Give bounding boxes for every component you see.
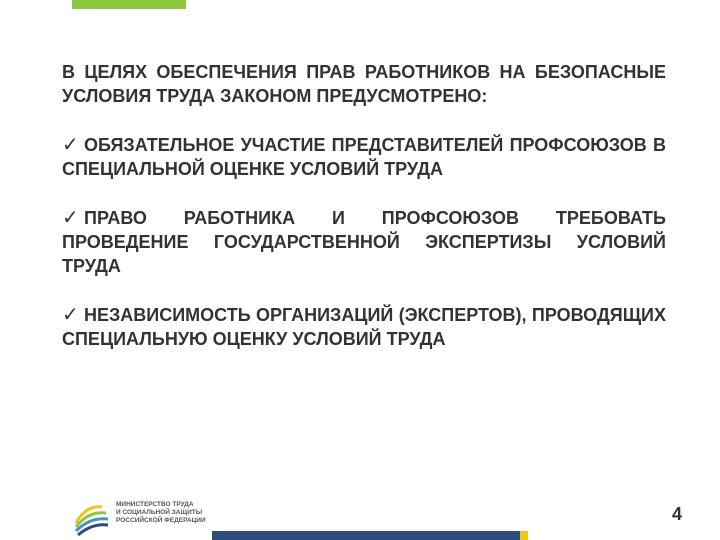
ministry-logo <box>72 497 232 537</box>
logo-line-2: И СОЦИАЛЬНОЙ ЗАЩИТЫ <box>116 509 203 516</box>
slide-content <box>62 60 666 375</box>
checkmark-icon: ✓ <box>62 302 79 326</box>
footer-bar-accent <box>520 531 528 540</box>
top-accent-bar <box>72 0 186 9</box>
logo-line-3: РОССИЙСКОЙ ФЕДЕРАЦИИ <box>116 517 206 524</box>
bullet-text-2: ПРАВО РАБОТНИКА И ПРОФСОЮЗОВ ТРЕБОВАТЬ ПРОВЕДЕНИЕ ГОСУДАРСТВЕННОЙ ЭКСПЕРТИЗЫ УСЛОВИЙ ТРУДА <box>62 208 666 276</box>
bullet-text-3: НЕЗАВИСИМОСТЬ ОРГАНИЗАЦИЙ (ЭКСПЕРТОВ), ПРОВОДЯЩИХ СПЕЦИАЛЬНУЮ ОЦЕНКУ УСЛОВИЙ ТРУДА <box>62 305 666 349</box>
checkmark-icon: ✓ <box>62 132 79 156</box>
bullet-item-1 <box>62 132 666 181</box>
intro-text: В ЦЕЛЯХ ОБЕСПЕЧЕНИЯ ПРАВ РАБОТНИКОВ НА БЕЗОПАСНЫЕ УСЛОВИЯ ТРУДА ЗАКОНОМ ПРЕДУСМОТРЕНО: <box>62 62 666 106</box>
footer-bar <box>212 531 520 540</box>
checkmark-icon: ✓ <box>62 205 79 229</box>
bullet-item-3 <box>62 302 666 351</box>
logo-line-1: МИНИСТЕРСТВО ТРУДА <box>116 501 194 508</box>
bullet-item-2 <box>62 205 666 278</box>
bullet-text-1: ОБЯЗАТЕЛЬНОЕ УЧАСТИЕ ПРЕДСТАВИТЕЛЕЙ ПРОФСОЮЗОВ В СПЕЦИАЛЬНОЙ ОЦЕНКЕ УСЛОВИЙ ТРУДА <box>62 135 666 179</box>
page-number: 4 <box>671 504 682 524</box>
ministry-emblem-icon <box>72 497 112 537</box>
